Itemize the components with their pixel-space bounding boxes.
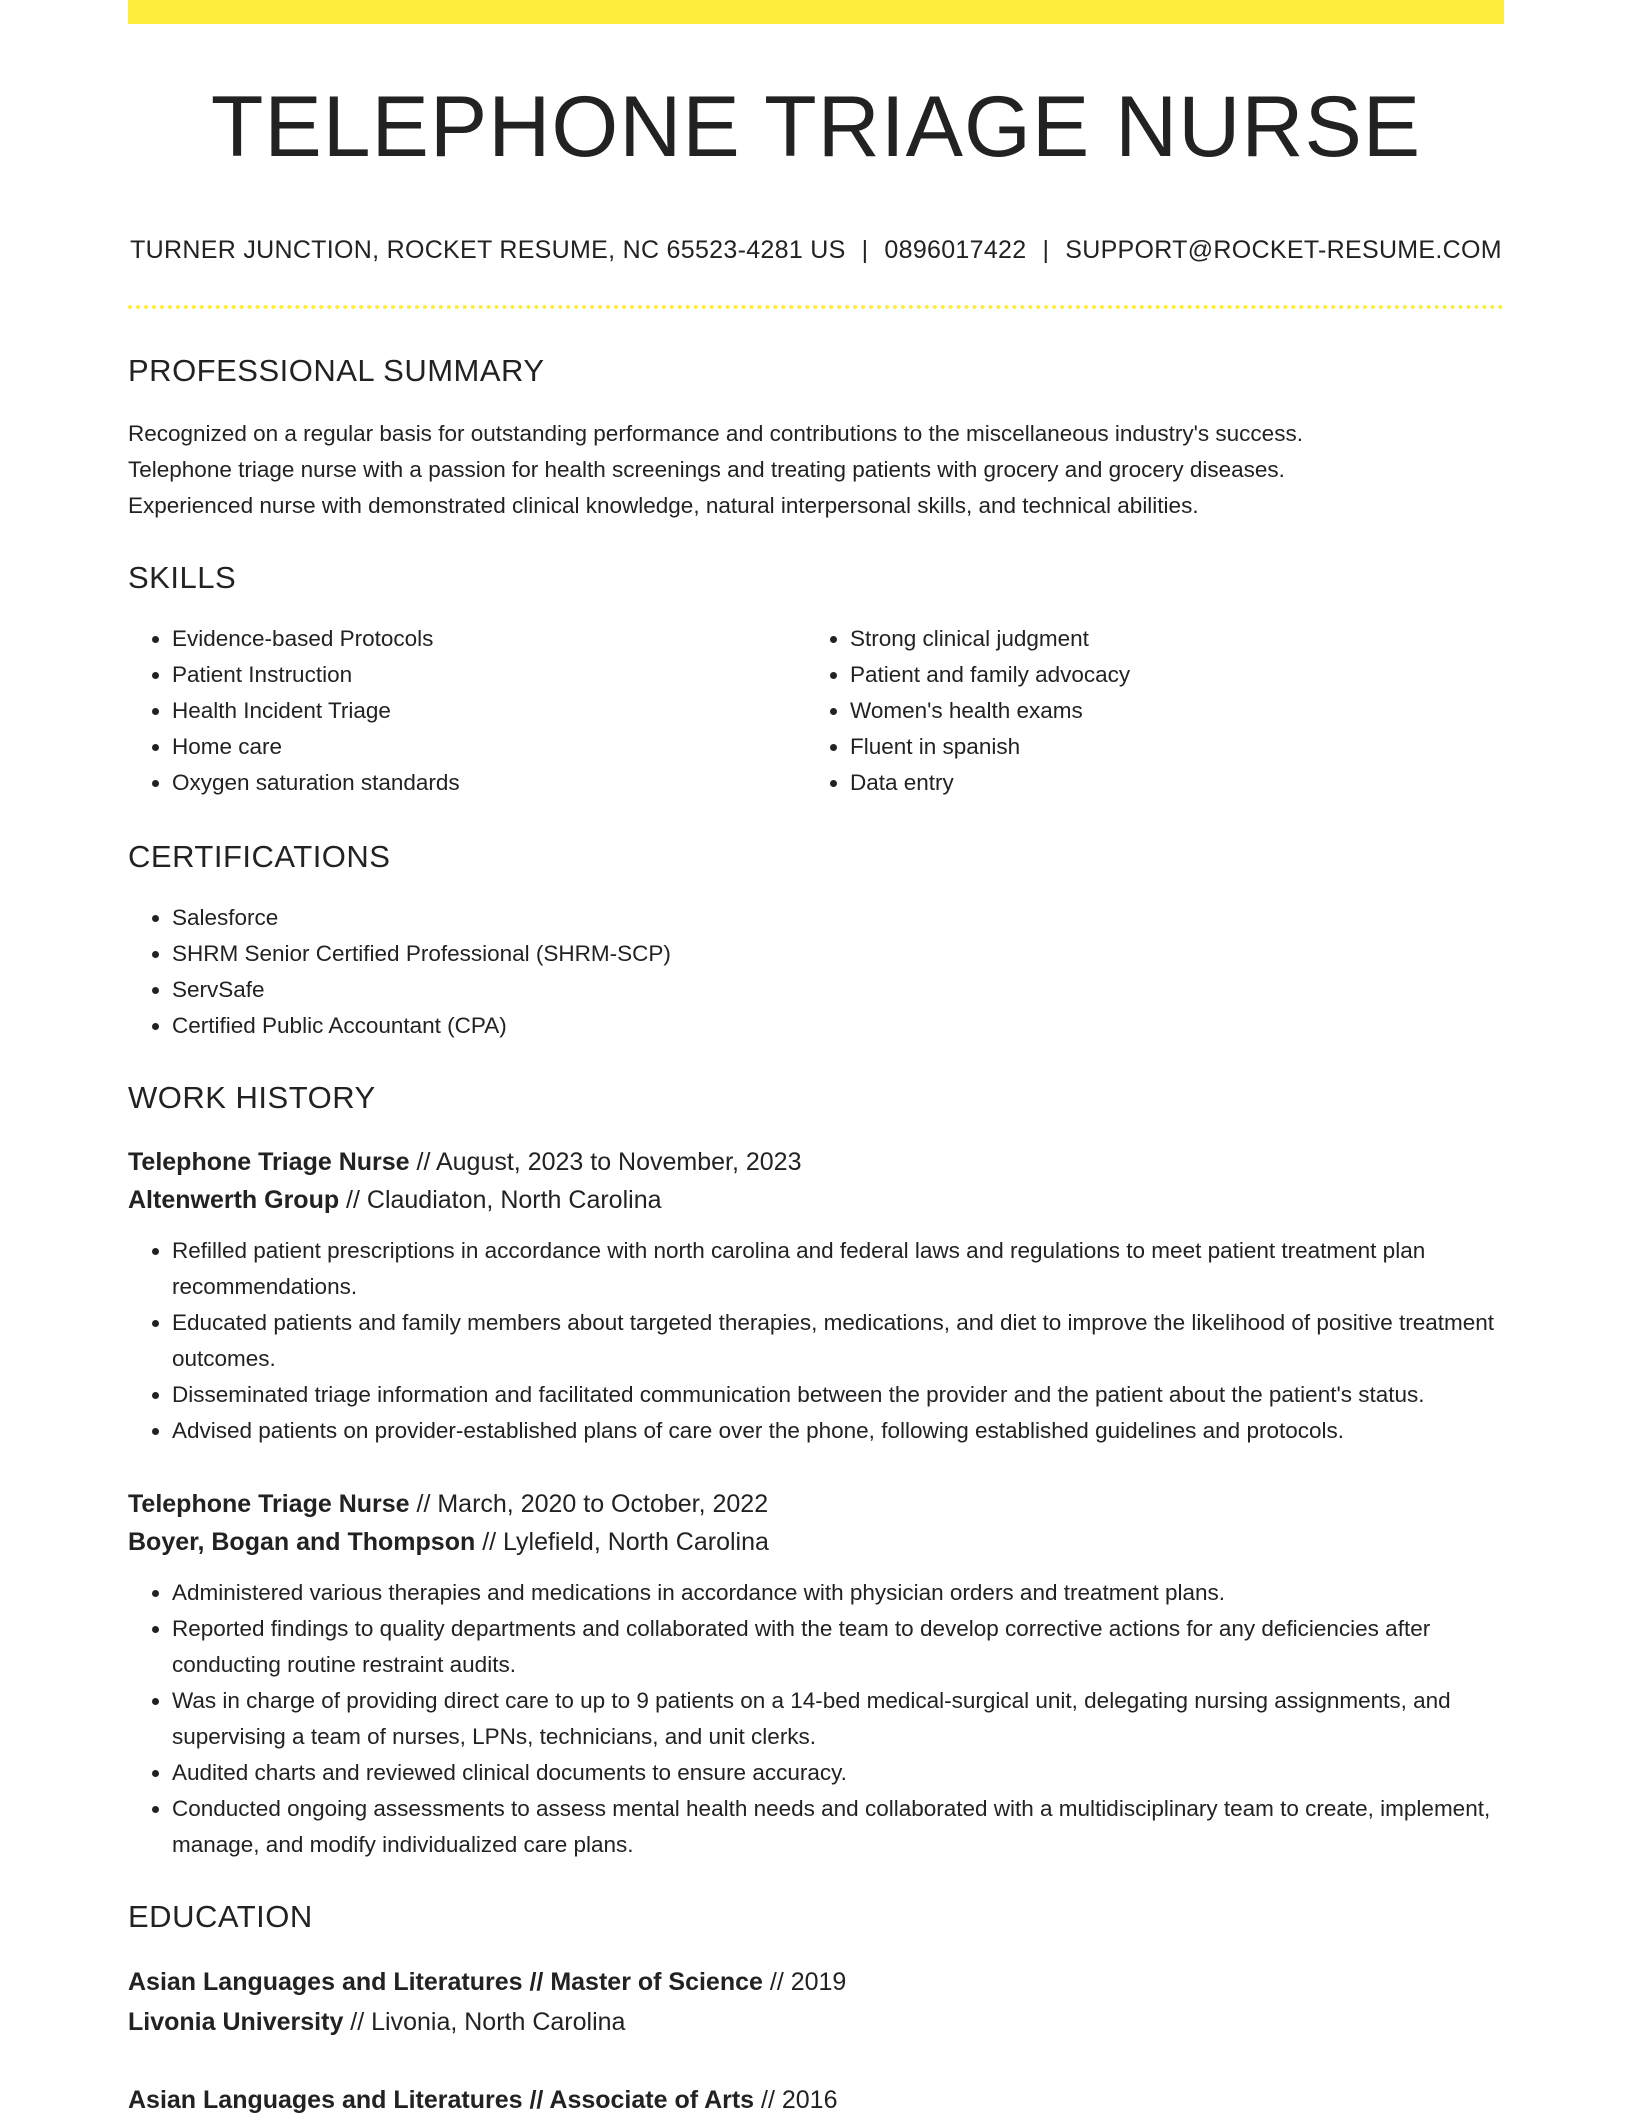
section-heading: SKILLS	[128, 560, 237, 595]
education-school: Livonia University	[128, 2008, 344, 2036]
job-location: // Claudiaton, North Carolina	[339, 1186, 662, 1214]
contact-email: SUPPORT@ROCKET-RESUME.COM	[1065, 236, 1502, 264]
education-year: // 2019	[762, 1968, 847, 1996]
education-degree-line	[128, 2080, 1504, 2120]
work-history-section	[128, 1082, 1504, 1863]
job-entry	[128, 1143, 1504, 1449]
education-entry	[128, 1962, 1504, 2042]
summary-line: Experienced nurse with demonstrated clinical knowledge, natural interpersonal skills, and technical abilities.	[128, 493, 1199, 518]
certifications-section	[128, 841, 1504, 1044]
education-degree: Asian Languages and Literatures // Associate of Arts	[128, 2086, 755, 2114]
job-location: // Lylefield, North Carolina	[475, 1528, 769, 1556]
job-bullet: • Conducted ongoing assessments to assess mental health needs and collaborated with a multidisciplinary team to create, implement, manage, and modify individualized care plans.	[172, 1791, 1504, 1863]
skill-item: • Evidence-based Protocols	[172, 621, 806, 657]
section-heading: CERTIFICATIONS	[128, 839, 391, 874]
education-degree-line	[128, 1962, 1504, 2002]
certification-item: • ServSafe	[172, 972, 1504, 1008]
skill-item: • Health Incident Triage	[172, 693, 806, 729]
job-title-line	[128, 1485, 1504, 1523]
summary-text	[128, 416, 1504, 524]
contact-address: TURNER JUNCTION, ROCKET RESUME, NC 65523-4281 US	[130, 236, 846, 264]
section-heading: EDUCATION	[128, 1899, 313, 1934]
job-bullet: • Refilled patient prescriptions in accordance with north carolina and federal laws and regulations to meet patient treatment plan recommendations.	[172, 1233, 1504, 1305]
section-heading: WORK HISTORY	[128, 1080, 376, 1115]
skill-item: • Home care	[172, 729, 806, 765]
skill-item: • Patient and family advocacy	[850, 657, 1484, 693]
skills-section	[128, 562, 1504, 801]
contact-separator: |	[1042, 236, 1050, 264]
certification-item: • Certified Public Accountant (CPA)	[172, 1008, 1504, 1044]
summary-line: Telephone triage nurse with a passion for health screenings and treating patients with grocery and grocery diseases.	[128, 457, 1285, 482]
skills-columns	[128, 621, 1504, 801]
education-section	[128, 1901, 1504, 2120]
job-company-line	[128, 1523, 1504, 1561]
top-accent-bar	[128, 0, 1504, 24]
job-bullet: • Educated patients and family members about targeted therapies, medications, and diet to improve the likelihood of positive treatment outcomes.	[172, 1305, 1504, 1377]
job-bullet: • Was in charge of providing direct care to up to 9 patients on a 14-bed medical-surgical unit, delegating nursing assignments, and supervising a team of nurses, LPNs, technicians, and unit clerks.	[172, 1683, 1504, 1755]
skill-item: • Fluent in spanish	[850, 729, 1484, 765]
skills-column-right	[806, 621, 1484, 801]
skill-item: • Strong clinical judgment	[850, 621, 1484, 657]
job-bullet: • Audited charts and reviewed clinical documents to ensure accuracy.	[172, 1755, 1504, 1791]
job-dates: // March, 2020 to October, 2022	[409, 1490, 769, 1518]
resume-title: TELEPHONE TRIAGE NURSE	[210, 79, 1422, 175]
skill-item: • Oxygen saturation standards	[172, 765, 806, 801]
job-bullet: • Disseminated triage information and facilitated communication between the provider and the patient about the patient's status.	[172, 1377, 1504, 1413]
contact-line	[128, 236, 1504, 265]
summary-line: Recognized on a regular basis for outstanding performance and contributions to the miscellaneous industry's success.	[128, 421, 1303, 446]
contact-phone: 0896017422	[884, 236, 1027, 264]
job-bullet: • Administered various therapies and medications in accordance with physician orders and treatment plans.	[172, 1575, 1504, 1611]
contact-separator: |	[861, 236, 869, 264]
skill-item: • Data entry	[850, 765, 1484, 801]
job-dates: // August, 2023 to November, 2023	[409, 1148, 802, 1176]
education-entry	[128, 2080, 1504, 2120]
job-title-line	[128, 1143, 1504, 1181]
education-school-line	[128, 2002, 1504, 2042]
certification-item: • SHRM Senior Certified Professional (SHRM-SCP)	[172, 936, 1504, 972]
dotted-divider	[128, 305, 1504, 309]
job-title: Telephone Triage Nurse	[128, 1148, 410, 1176]
job-title: Telephone Triage Nurse	[128, 1490, 410, 1518]
skill-item: • Patient Instruction	[172, 657, 806, 693]
professional-summary-section	[128, 355, 1504, 524]
skills-column-left	[128, 621, 806, 801]
resume-page	[128, 0, 1504, 2120]
job-company: Boyer, Bogan and Thompson	[128, 1528, 476, 1556]
education-location: // Livonia, North Carolina	[343, 2008, 626, 2036]
job-company-line	[128, 1181, 1504, 1219]
job-company: Altenwerth Group	[128, 1186, 340, 1214]
section-heading: PROFESSIONAL SUMMARY	[128, 353, 545, 388]
job-entry	[128, 1485, 1504, 1863]
certification-item: • Salesforce	[172, 900, 1504, 936]
education-year: // 2016	[754, 2086, 838, 2114]
skill-item: • Women's health exams	[850, 693, 1484, 729]
job-bullet: • Reported findings to quality departments and collaborated with the team to develop corrective actions for any deficiencies after conducting routine restraint audits.	[172, 1611, 1504, 1683]
job-bullet: • Advised patients on provider-established plans of care over the phone, following established guidelines and protocols.	[172, 1413, 1504, 1449]
education-degree: Asian Languages and Literatures // Master of Science	[128, 1968, 763, 1996]
